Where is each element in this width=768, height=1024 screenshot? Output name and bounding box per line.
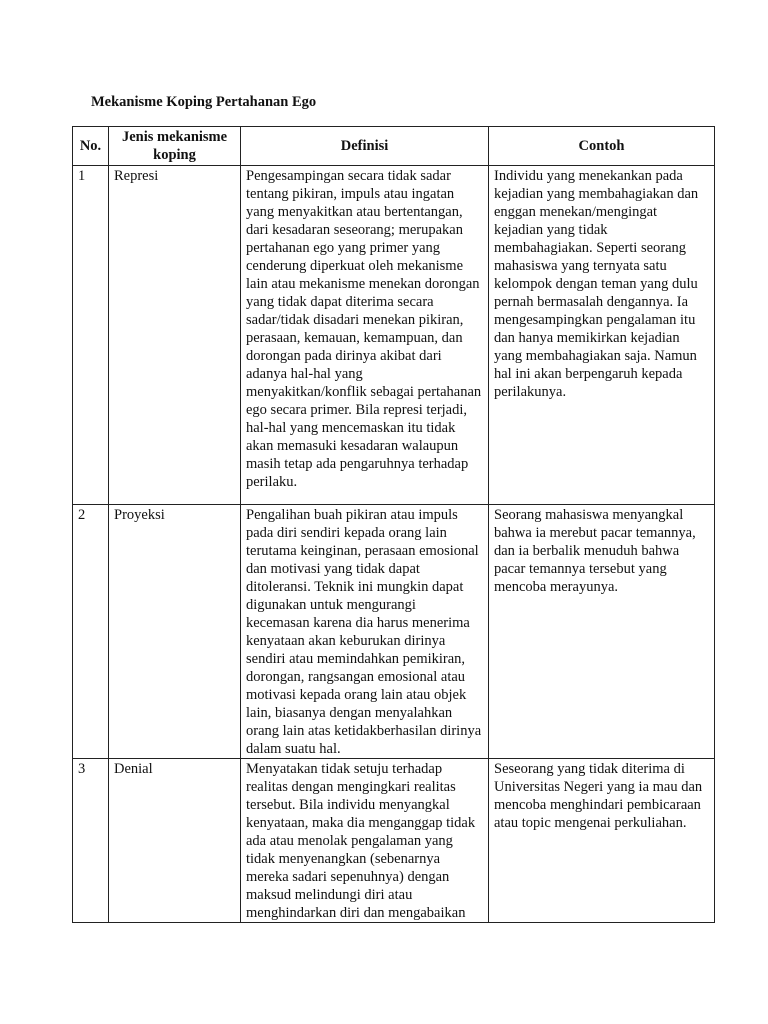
table-header-row <box>73 127 715 166</box>
page-title: Mekanisme Koping Pertahanan Ego <box>91 94 317 110</box>
table-row <box>73 759 715 923</box>
cell-contoh: Seseorang yang tidak diterima di Universitas Negeri yang ia mau dan mencoba menghindari pembicaraan atau topic mengenai perkuliahan. <box>489 759 715 923</box>
cell-jenis: Proyeksi <box>109 505 241 759</box>
cell-contoh: Seorang mahasiswa menyangkal bahwa ia merebut pacar temannya, dan ia berbalik menuduh bahwa pacar temannya tersebut yang mencoba merayunya. <box>489 505 715 759</box>
cell-no: 1 <box>73 166 109 505</box>
coping-mechanism-table <box>72 126 715 923</box>
cell-definisi: Pengesampingan secara tidak sadar tentang pikiran, impuls atau ingatan yang menyakitkan atau bertentangan, dari kesadaran seseorang; merupakan pertahanan ego yang primer yang cenderung diperkuat oleh mekanisme lain atau mekanisme menekan dorongan yang tidak dapat diterima secara sadar/tidak disadari menekan pikiran, perasaan, kemauan, kemampuan, dan dorongan pada dirinya akibat dari adanya hal-hal yang menyakitkan/konflik sebagai pertahanan ego secara primer. Bila represi terjadi, hal-hal yang mencemaskan itu tidak akan memasuki kesadaran walaupun masih tetap ada pengaruhnya terhadap perilaku. <box>241 166 489 505</box>
cell-no: 3 <box>73 759 109 923</box>
table-row <box>73 505 715 759</box>
header-definisi: Definisi <box>241 127 489 166</box>
header-no: No. <box>73 127 109 166</box>
table-row <box>73 166 715 505</box>
header-jenis: Jenis mekanisme koping <box>109 127 241 166</box>
cell-no: 2 <box>73 505 109 759</box>
cell-definisi: Menyatakan tidak setuju terhadap realitas dengan mengingkari realitas tersebut. Bila individu menyangkal kenyataan, maka dia menganggap tidak ada atau menolak pengalaman yang tidak menyenangkan (sebenarnya mereka sadari sepenuhnya) dengan maksud melindungi diri atau menghindarkan diri dan mengabaikan <box>241 759 489 923</box>
cell-definisi: Pengalihan buah pikiran atau impuls pada diri sendiri kepada orang lain terutama keinginan, perasaan emosional dan motivasi yang tidak dapat ditoleransi. Teknik ini mungkin dapat digunakan untuk mengurangi kecemasan karena dia harus menerima kenyataan akan keburukan dirinya sendiri atau memindahkan pemikiran, dorongan, rangsangan emosional atau motivasi kepada orang lain atau objek lain, biasanya dengan menyalahkan orang lain atas ketidakberhasilan dirinya dalam suatu hal. <box>241 505 489 759</box>
header-contoh: Contoh <box>489 127 715 166</box>
cell-jenis: Denial <box>109 759 241 923</box>
cell-jenis: Represi <box>109 166 241 505</box>
cell-contoh: Individu yang menekankan pada kejadian yang membahagiakan dan enggan menekan/mengingat kejadian yang tidak membahagiakan. Seperti seorang mahasiswa yang ternyata satu kelompok dengan teman yang dulu pernah bermasalah dengannya. Ia mengesampingkan pengalaman itu dan hanya memikirkan kejadian yang membahagiakan saja. Namun hal ini akan berpengaruh kepada perilakunya. <box>489 166 715 505</box>
